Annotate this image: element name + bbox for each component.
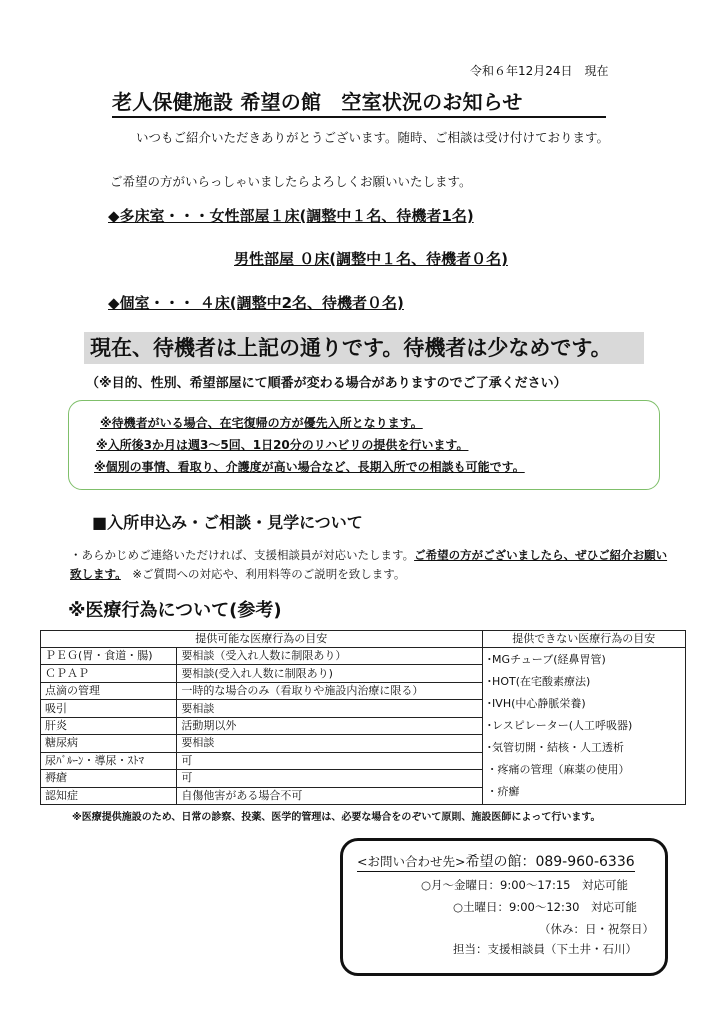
notice-long-term: ※個別の事情、看取り、介護度が高い場合など、長期入所での相談も可能です。: [94, 460, 525, 474]
waitlist-banner: 現在、待機者は上記の通りです。待機者は少なめです。: [84, 332, 644, 364]
row-item: ＣＰＡＰ: [41, 665, 177, 682]
row-item: 尿ﾊﾞﾙｰﾝ・導尿・ｽﾄﾏ: [41, 752, 177, 769]
list-item: ･MGチューブ(経鼻胃管): [486, 653, 606, 666]
medical-footnote: ※医療提供施設のため、日常の診察、投薬、医学的管理は、必要な場合をのぞいて原則、施設医師によって行います。: [72, 812, 601, 823]
contact-box: [340, 838, 668, 976]
contact-saturday-hours: ○土曜日：9:00～12:30 対応可能: [453, 900, 637, 914]
row-item: 吸引: [41, 700, 177, 717]
list-item: ･気管切開・結核・人工透析: [486, 741, 625, 754]
vacancy-private: ◆個室・・・ ４床(調整中2名、待機者０名): [108, 294, 404, 312]
contact-holidays: （休み：日・祝祭日）: [539, 922, 654, 936]
admission-heading: ■入所申込み・ご相談・見学について: [92, 513, 363, 532]
contact-label: <お問い合わせ先>: [357, 854, 466, 869]
row-note: 活動期以外: [177, 717, 482, 734]
vacancy-multi-female: ◆多床室・・・女性部屋１床(調整中１名、待機者1名): [108, 207, 474, 225]
notice-priority: ※待機者がいる場合、在宅復帰の方が優先入所となります。: [100, 416, 423, 430]
table-row: [41, 648, 686, 665]
list-item: ・疥癬: [486, 785, 520, 798]
medical-table: [40, 630, 686, 805]
intro-request: ご希望の方がいらっしゃいましたらよろしくお願いいたします。: [110, 174, 472, 189]
date-label: 令和６年12月24日 現在: [470, 64, 609, 78]
medical-heading: ※医療行為について(参考): [68, 600, 282, 621]
row-item: 認知症: [41, 787, 177, 805]
table-header-row: [41, 631, 686, 648]
row-note: 可: [177, 770, 482, 787]
row-item: 点滴の管理: [41, 682, 177, 699]
list-item: ･IVH(中心静脈栄養): [486, 697, 586, 710]
row-note: 可: [177, 752, 482, 769]
order-note: （※目的、性別、希望部屋にて順番が変わる場合がありますのでご了承ください）: [86, 376, 567, 391]
contact-weekday-hours: ○月～金曜日：9:00～17:15 対応可能: [421, 878, 628, 892]
row-item: 褥瘡: [41, 770, 177, 787]
admission-text-a: ・あらかじめご連絡いただければ、支援相談員が対応いたします。: [70, 548, 415, 562]
header-impossible: 提供できない医療行為の目安: [482, 631, 685, 648]
list-item: ・疼痛の管理（麻薬の使用）: [486, 763, 630, 776]
header-possible: 提供可能な医療行為の目安: [41, 631, 483, 648]
not-possible-list: [482, 648, 685, 805]
row-item: ＰＥＧ(胃・食道・腸): [41, 648, 177, 665]
notice-rehab: ※入所後3か月は週3～5回、1日20分のリハビリの提供を行います。: [96, 438, 469, 452]
row-note: 自傷他害がある場合不可: [177, 787, 482, 805]
row-note: 要相談（受入れ人数に制限あり）: [177, 648, 482, 665]
row-item: 糖尿病: [41, 735, 177, 752]
intro-text: いつもご紹介いただきありがとうございます。随時、ご相談は受け付けております。: [136, 130, 610, 145]
row-note: 要相談: [177, 735, 482, 752]
row-item: 肝炎: [41, 717, 177, 734]
row-note: 要相談(受入れ人数に制限あり): [177, 665, 482, 682]
list-item: ･HOT(在宅酸素療法): [486, 675, 591, 688]
row-note: 一時的な場合のみ（看取りや施設内治療に限る）: [177, 682, 482, 699]
list-item: ･レスピレーター(人工呼吸器): [486, 719, 633, 732]
admission-text-c: ※ご質問への対応や、利用料等のご説明を致します。: [120, 567, 406, 581]
contact-staff: 担当：支援相談員（下土井・石川）: [453, 942, 637, 956]
contact-phone: 希望の館：089-960-6336: [465, 854, 635, 870]
row-note: 要相談: [177, 700, 482, 717]
vacancy-multi-male: 男性部屋 ０床(調整中１名、待機者０名): [234, 250, 508, 268]
page-title: 老人保健施設 希望の館 空室状況のお知らせ: [112, 88, 606, 118]
admission-text-b: ご希望の方がございましたら、ぜひご紹介お願い致します。: [70, 548, 668, 581]
contact-title: [357, 851, 635, 872]
admission-text: [70, 546, 670, 584]
